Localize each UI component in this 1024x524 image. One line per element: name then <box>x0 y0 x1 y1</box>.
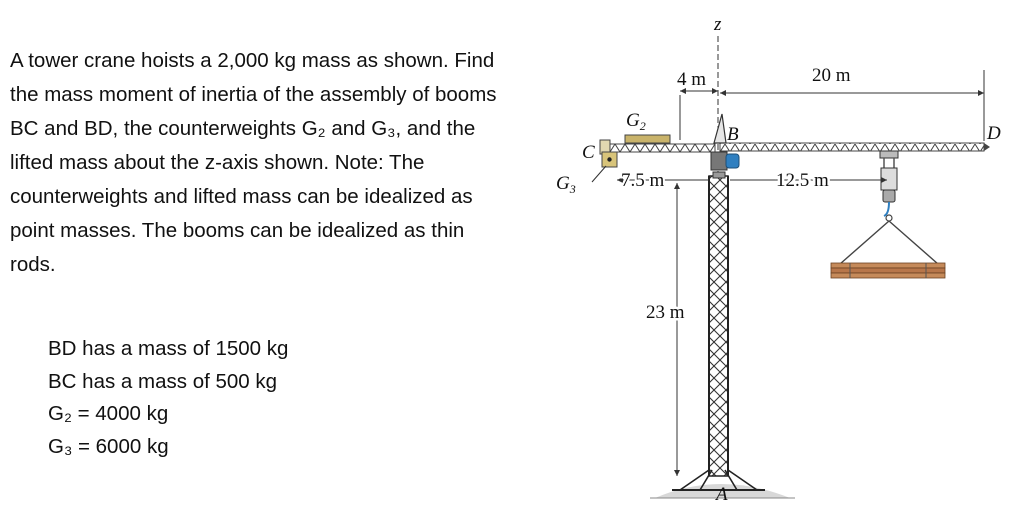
given-bc-mass: BC has a mass of 500 kg <box>48 369 278 393</box>
operator-cab <box>711 152 739 178</box>
dimension-23m <box>646 183 685 476</box>
counterweight-g3 <box>592 152 617 182</box>
label-point-c: C <box>582 142 595 163</box>
label-g2: $G_2$ <box>626 110 646 133</box>
label-point-a: A <box>716 484 728 505</box>
label-7-5m: 7.5 m <box>621 170 665 191</box>
label-g3: $G_3$ <box>556 173 576 196</box>
label-point-d: D <box>987 123 1001 144</box>
tower-mast <box>672 176 765 490</box>
crane-peak <box>714 114 726 143</box>
z-axis-label: z <box>714 14 722 35</box>
dimension-12-5m <box>730 170 887 191</box>
label-point-b: B <box>727 124 739 145</box>
given-g3-mass: G₃ = 6000 kg <box>48 434 169 458</box>
label-23m: 23 m <box>646 302 685 323</box>
label-20m: 20 m <box>812 65 851 86</box>
problem-text: A tower crane hoists a 2,000 kg mass as shown. Find the mass moment of inertia of the assembly of booms BC and BD, the counterweights G₂ and G₃, and the lifted mass about the z-axis shown. Note: The counterweights and lifted mass can be idealized as point masses. The booms can be idealized as thin rods. <box>10 49 497 276</box>
given-g2-mass: G₂ = 4000 kg <box>48 402 169 425</box>
trolley-hook <box>880 151 898 221</box>
dimension-7-5m <box>617 170 709 191</box>
counterweight-g2 <box>625 135 670 143</box>
given-bd-mass: BD has a mass of 1500 kg <box>48 337 289 360</box>
dimension-4m <box>677 69 718 140</box>
dimension-20m <box>720 65 984 141</box>
label-12-5m: 12.5 m <box>776 170 829 191</box>
label-4m: 4 m <box>677 69 707 90</box>
lifted-mass <box>831 221 945 278</box>
main-jib-bd <box>720 143 990 151</box>
